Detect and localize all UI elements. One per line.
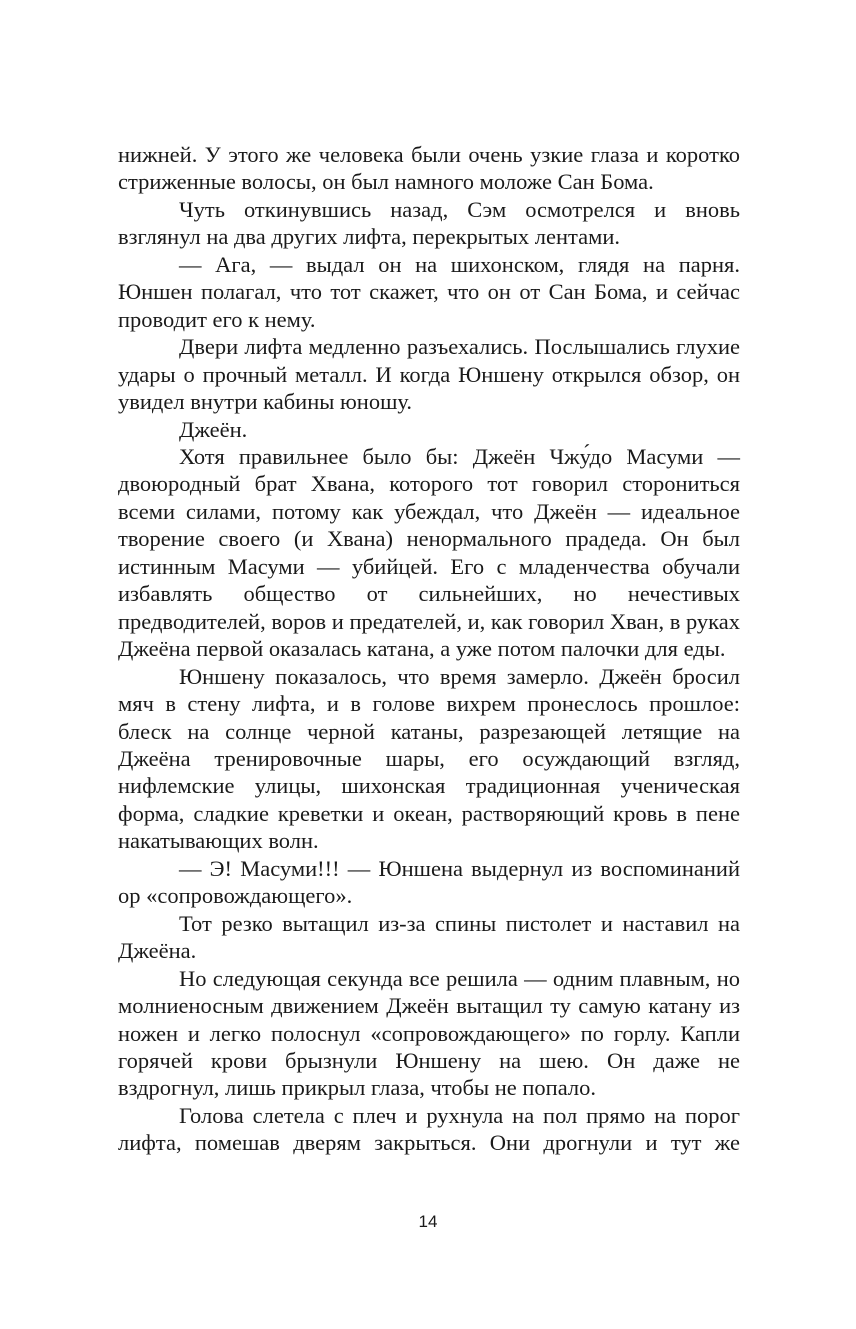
page-body xyxy=(118,141,740,1157)
page-number: 14 xyxy=(418,1212,438,1231)
paragraph-8: — Э! Масуми!!! — Юншена выдернул из воспоминаний ор «сопровождающего». xyxy=(118,855,740,909)
paragraph-9: Тот резко вытащил из-за спины пистолет и наставил на Джеёна. xyxy=(118,910,740,964)
paragraph-10: Но следующая секунда все решила — одним плавным, но молниеносным движением Джеён вытащил ту самую катану из ножен и легко полоснул «сопровождающего» по горлу. Капли горячей крови брызнули Юншену на шею. Он даже не вздрогнул, лишь прикрыл глаза, чтобы не попало. xyxy=(118,965,740,1101)
paragraph-5: Джеён. xyxy=(179,416,248,442)
paragraph-3: — Ага, — выдал он на шихонском, глядя на парня. Юншен полагал, что тот скажет, что он от Сан Бома, и сейчас проводит его к нему. xyxy=(118,251,740,332)
paragraph-4: Двери лифта медленно разъехались. Послышались глухие удары о прочный металл. И когда Юншену открылся обзор, он увидел внутри кабины юношу. xyxy=(118,334,740,415)
paragraph-1: нижней. У этого же человека были очень узкие глаза и коротко стриженные волосы, он был намного моложе Сан Бома. xyxy=(118,142,740,195)
paragraph-6: Хотя правильнее было бы: Джеён Чжу́до Масуми — двоюродный брат Хвана, которого тот говорил сторониться всеми силами, потому как убеждал, что Джеён — идеальное творение своего (и Хвана) ненормального прадеда. Он был истинным Масуми — убийцей. Его с младенчества обучали избавлять общество от сильнейших, но нечестивых предводителей, воров и предателей, и, как говорил Хван, в руках Джеёна первой оказалась катана, а уже потом палочки для еды. xyxy=(118,443,740,662)
paragraph-7: Юншену показалось, что время замерло. Джеён бросил мяч в стену лифта, и в голове вихрем пронеслось прошлое: блеск на солнце черной катаны, разрезающей летящие на Джеёна тренировочные шары, его осуждающий взгляд, нифлемские улицы, шихонская традиционная ученическая форма, сладкие креветки и океан, растворяющий кровь в пене накатывающих волн. xyxy=(118,663,740,854)
paragraph-2: Чуть откинувшись назад, Сэм осмотрелся и вновь взглянул на два других лифта, перекрытых лентами. xyxy=(118,196,740,250)
paragraph-11: Голова слетела с плеч и рухнула на пол прямо на порог лифта, помешав дверям закрыться. Они дрогнули и тут же xyxy=(118,1102,740,1156)
